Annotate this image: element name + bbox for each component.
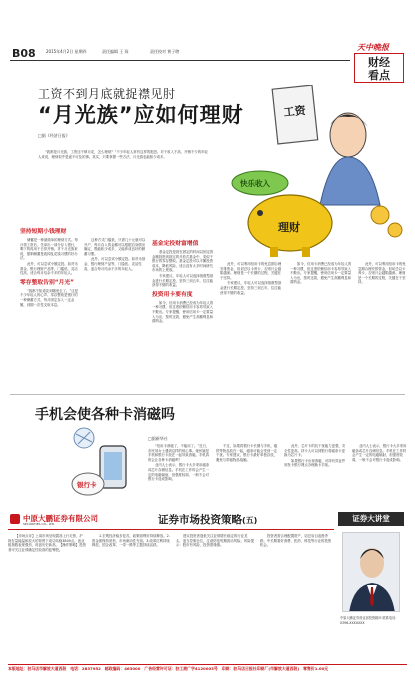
- page-number: B08: [12, 47, 36, 60]
- article2-column-2: 不过，如果将银行卡长期与手机、磁铁等物品放在一起，磁条可能会受到一定干扰。专家建议，银行卡最好单独存放，避免与带磁物品接触。: [216, 444, 278, 462]
- page-footer: [8, 664, 407, 673]
- coin-icon: [388, 223, 402, 237]
- section-title-2: 看点: [368, 69, 390, 82]
- article2-column-4: 业内人士表示，银行卡大多采用磁条或芯片存储信息。手机在工作时会产生一定的电磁辐射，但强度较弱，一般不会对银行卡造成影响。: [352, 444, 407, 462]
- section-box: [354, 53, 404, 83]
- coin-icon: [371, 206, 389, 224]
- section-divider: [10, 394, 405, 395]
- bubble-label: 银行卡: [77, 481, 97, 489]
- company-logo-icon: [10, 514, 20, 524]
- advisor-portrait-icon: [343, 533, 400, 612]
- section-title-1: 财经: [368, 56, 390, 69]
- ad-top-rule: [8, 529, 334, 530]
- company-subtitle: SECURITIES CO., LTD.: [23, 522, 56, 526]
- finance-illustration: [230, 85, 410, 260]
- footer-text: 本版地址：驻马店市解放大道西段 电话：2837952 邮政编码：463000 广告经营许可证：驻工商广字4120003号 印刷：驻马店日报社印刷厂(市解放大道西段) 零售价1.00元: [8, 666, 329, 671]
- article-column-6: 此外，可以利用信用卡的免息期合理安排资金，但切忌以卡养卡，否则只会越陷越深。理财是一个长期的过程，关键在于坚持。: [358, 262, 406, 285]
- illus-label-income: 快乐收入: [240, 179, 270, 188]
- masthead-rule: [10, 60, 350, 61]
- article-column-4: 此外，可以利用信用卡的免息期合理安排资金，但切忌以卡养卡，否则只会越陷越深。理财是一个长期的过程，关键在于坚持。 专家建议，年轻人可以选择指数型基金进行长期定投，坚持三到五年，往往能获得不错的收益。: [220, 262, 282, 295]
- date-line: 2015年4月2日 星期四: [46, 49, 87, 54]
- editor-line: 责任编辑 王 琛: [102, 49, 129, 54]
- article-kicker: 工资不到月底就捉襟见肘: [38, 87, 176, 101]
- ad-column-4: 投资者需合理配置资产，切忌盲目追涨杀跌。中长期看好消费、医药、科技等行业的投资机会。: [260, 534, 332, 548]
- advisor-photo: [342, 532, 400, 612]
- company-name: 中原大鹏证券有限公司: [23, 514, 98, 523]
- illus-label-licai: 理财: [278, 221, 300, 234]
- ad-column-1: 【市场点评】上周市场呈现震荡上行走势，沪指在量能温和放大的背景下成功站稳3800点。创业板指数表现强劲，再创历史新高。【操作策略】投资者可关注业绩确定性较高的蓝筹股。: [8, 534, 86, 552]
- article-yueguangzu: [0, 80, 415, 380]
- masthead: [0, 0, 415, 80]
- subhead-4: 投资用卡要有度: [152, 291, 193, 298]
- securities-ad: [8, 512, 408, 662]
- article-headline: “月光族”应如何理财: [38, 103, 244, 127]
- lecture-badge: 证券大讲堂: [338, 512, 404, 526]
- article-intro: “我都是月光族，工资还不够月花，怎么理财？”不少年轻人常有这样的抱怨。对于收入不高、开销不少的年轻人来说，理财似乎是遥不可及的事。其实，只要掌握一些方法，月光族也能积少成多。: [38, 150, 208, 159]
- ad-column-2: 1.宏观经济稳步复苏，政策面利好持续释放。2.资金面保持宽松，市场流动性充裕。3.改革红利持续释放，国企改革、一带一路等主题持续活跃。: [92, 534, 170, 548]
- subhead-2: 零存整取告别“月光”: [20, 279, 74, 286]
- illus-label-salary: 工资: [283, 103, 307, 120]
- subhead-1: 坚持短期小钱理财: [20, 229, 67, 235]
- article2-column-3: 此外，芯片卡的抗干扰能力更强，安全性更高。持卡人可以到银行将磁条卡更换为芯片卡。 如果银行卡出现消磁，可持有效证件到发卡银行网点办理换卡手续。: [284, 444, 346, 468]
- brand-logo: 天中晚报: [357, 43, 389, 52]
- article-column-2: 这种方式门槛低，只需几十元就可以开户，每月存入的金额可以根据自身情况确定，既能积少成多，又能养成良好的储蓄习惯。 此外，可以尝试小额定投。如货币基金、银行理财产品等，门槛低、灵活性高，适合每月结余不多的年轻人。: [84, 238, 146, 271]
- article-column-1: 坚持短期小钱理财 储蓄是一种最简单的理财方式。每月领工资后，先拿出一部分存入银行，剩下的再用于日常开销。对于月光族来说，强制储蓄是改掉乱花钱习惯的好办法。 此外，可以尝试小额定投。如货币基金、银行理财产品等，门槛低、灵活性高，适合每月结余不多的年轻人。 零存整取告别“月光” “钱都不知道花到哪里去了。”这是不少年轻人的心声。零存整取是银行的一种储蓄方式，每月固定存入一定金额，到期一次性支取本息。: [20, 229, 78, 307]
- ad-column-3: 建议投资者逢低关注业绩增长稳定的行业龙头，适当控制仓位，注意防范短期波动风险。风险提示：股市有风险，投资需谨慎。: [176, 534, 254, 548]
- article2-column-1: “信用卡消磁了，不能用了。”近日，市民刘女士遇到这样的烦心事。她怀疑是手机和银行卡放在一起导致消磁。手机真的会让各种卡消磁吗？ 业内人士表示，银行卡大多采用磁条或芯片存储信息。手机在工作时会产生一定的电磁辐射，但强度较弱，一般不会对银行卡造成影响。: [148, 444, 210, 482]
- article-column-5: 如今，信用卡消费已经成为年轻人的一种习惯，但过度依赖信用卡容易导致入不敷出。专家提醒，使用信用卡一定要量入为出，按时还款，避免产生高额利息和滞纳金。: [290, 262, 352, 285]
- person-body-icon: [320, 157, 380, 205]
- article-column-3: 基金定投财富增值 基金定投是指在固定的时间以固定的金额投资到指定的开放式基金中，类似于银行的零存整取。基金定投可以平摊投资成本，降低风险，适合没有太多时间研究市场的上班族。 专家建议，年轻人可以选择指数型基金进行长期定投，坚持三到五年，往往能获得不错的收益。 投资用卡要有度 如今，信用卡消费已经成为年轻人的一种习惯，但过度依赖信用卡容易导致入不敷出。专家提醒，使用信用卡一定要量入为出，按时还款，避免产生高额利息和滞纳金。: [152, 241, 214, 324]
- designer-line: 责任校对 黄子聘: [150, 49, 180, 54]
- subhead-3: 基金定投财富增值: [152, 241, 199, 247]
- article-byline: □据《经济日报》: [38, 133, 70, 138]
- article2-byline: □据新华社: [148, 436, 168, 441]
- phone-card-illustration: [70, 424, 146, 502]
- strategy-title: 证券市场投资策略(五): [158, 514, 258, 526]
- securities-logo: [10, 512, 130, 528]
- article2-headline: 手机会使各种卡消磁吗: [35, 407, 175, 423]
- advisor-caption: 中原大鹏证券营业部投资顾问 联系电话：0396-XXXXXXX: [340, 616, 399, 625]
- article-phone-card: [0, 400, 415, 508]
